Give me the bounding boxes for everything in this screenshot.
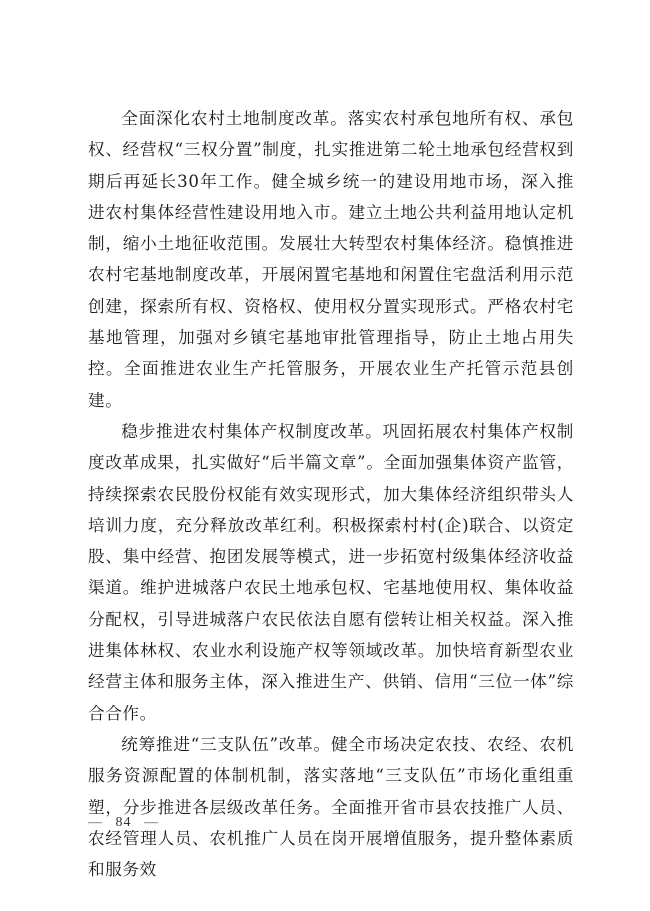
paragraph-three-teams-reform: 统筹推进“三支队伍”改革。健全市场决定农技、农经、农机服务资源配置的体制机制，落实落地“三支队伍”市场化重组重塑，分步推进各层级改革任务。全面推开省市县农技推广人员、农经管理人员、农机推广人员在岗开展增值服务，提升整体素质和服务效 <box>88 734 574 880</box>
page-footer <box>88 815 159 831</box>
document-body <box>88 103 574 885</box>
page-number: 84 <box>115 815 132 830</box>
paragraph-collective-property-reform: 稳步推进农村集体产权制度改革。巩固拓展农村集体产权制度改革成果，扎实做好“后半篇文章”。全面加强集体资产监管，持续探索农民股份权能有效实现形式，加大集体经济组织带头人培训力度，充分释放改革红利。积极探索村村(企)联合、以资定股、集中经营、抱团发展等模式，进一步拓宽村级集体经济收益渠道。维护进城落户农民土地承包权、宅基地使用权、集体收益分配权，引导进城落户农民依法自愿有偿转让相关权益。深入推进集体林权、农业水利设施产权等领域改革。加快培育新型农业经营主体和服务主体，深入推进生产、供销、信用“三位一体”综合合作。 <box>88 421 574 723</box>
footer-dash-left: — <box>88 815 103 830</box>
footer-dash-right: — <box>144 815 159 830</box>
paragraph-land-reform: 全面深化农村土地制度改革。落实农村承包地所有权、承包权、经营权“三权分置”制度，扎实推进第二轮土地承包经营权到期后再延长30年工作。健全城乡统一的建设用地市场，深入推进农村集体经营性建设用地入市。建立土地公共利益用地认定机制，缩小土地征收范围。发展壮大转型农村集体经济。稳慎推进农村宅基地制度改革，开展闲置宅基地和闲置住宅盘活利用示范创建，探索所有权、资格权、使用权分置实现形式。严格农村宅基地管理，加强对乡镇宅基地审批管理指导，防止土地占用失控。全面推进农业生产托管服务，开展农业生产托管示范县创建。 <box>88 109 574 410</box>
